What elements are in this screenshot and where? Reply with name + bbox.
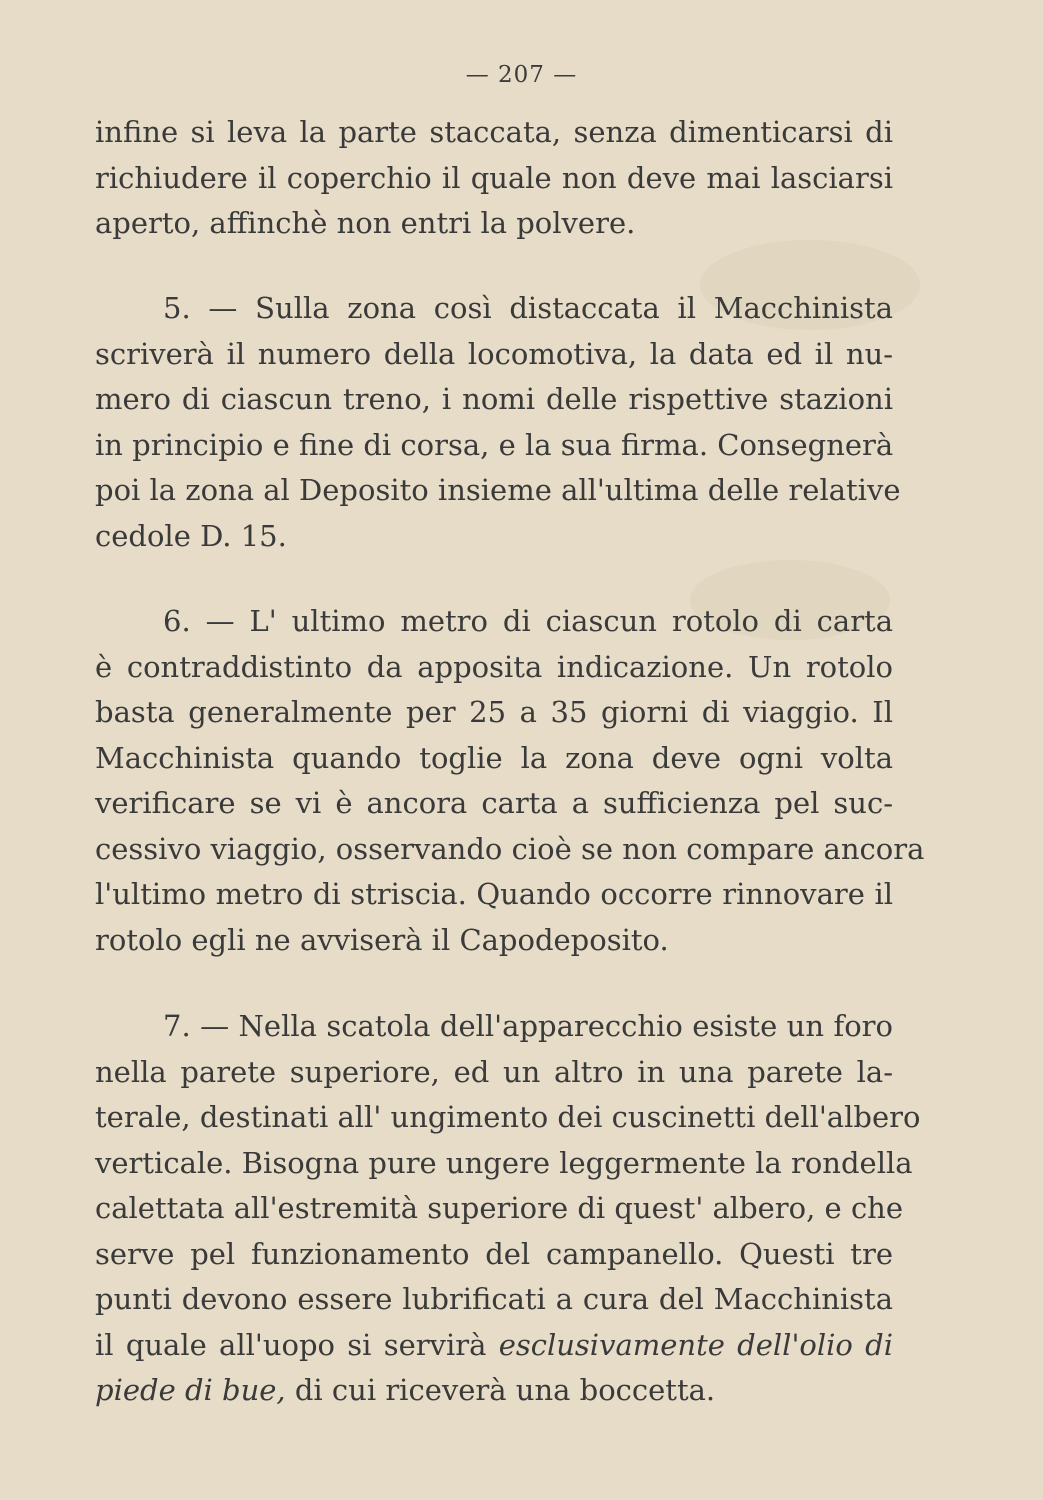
text-line: infine si leva la parte staccata, senza dimenticarsi di [95, 115, 893, 149]
italic-text: piede di bue, [95, 1373, 286, 1407]
text-line: verificare se vi è ancora carta a sufficienza pel suc- [95, 786, 893, 820]
text-line: 6. — L' ultimo metro di ciascun rotolo di carta [163, 604, 893, 638]
paragraph-7 [95, 1004, 921, 1414]
text-line-mixed [95, 1323, 893, 1369]
page-number: — 207 — [465, 62, 578, 88]
text-line: terale, destinati all' ungimento dei cuscinetti dell'albero [95, 1100, 921, 1134]
text-line: l'ultimo metro di striscia. Quando occorre rinnovare il [95, 877, 893, 911]
text-line: 5. — Sulla zona così distaccata il Macchinista [163, 291, 893, 325]
text-line: serve pel funzionamento del campanello. Questi tre [95, 1236, 893, 1271]
text-line: verticale. Bisogna pure ungere leggermente la rondella [95, 1145, 913, 1180]
text-line: 7. — Nella scatola dell'apparecchio esiste un foro [163, 1009, 893, 1043]
text-line: mero di ciascun treno, i nomi delle rispettive stazioni [95, 382, 893, 416]
text-line: poi la zona al Deposito insieme all'ultima delle relative [95, 473, 901, 507]
text-line: punti devono essere lubrificati a cura del Macchinista [95, 1282, 893, 1316]
text-line: rotolo egli ne avviserà il Capodeposito. [95, 922, 669, 957]
italic-text: esclusivamente dell'olio di [498, 1327, 893, 1362]
plain-text: di cui riceverà una boccetta. [294, 1373, 716, 1407]
text-line: cedole D. 15. [95, 518, 287, 553]
text-line: Macchinista quando toglie la zona deve ogni volta [95, 740, 893, 775]
text-line-mixed [95, 1368, 893, 1414]
text-line: in principio e fine di corsa, e la sua firma. Consegnerà [95, 427, 894, 462]
text-line: richiudere il coperchio il quale non deve mai lasciarsi [95, 160, 893, 195]
text-line: è contraddistinto da apposita indicazione. Un rotolo [95, 649, 893, 684]
paragraph-5 [95, 286, 901, 559]
text-line: cessivo viaggio, osservando cioè se non compare ancora [95, 831, 925, 866]
text-line: aperto, affinchè non entri la polvere. [95, 206, 636, 240]
text-line: basta generalmente per 25 a 35 giorni di viaggio. Il [95, 695, 893, 729]
text-line: calettata all'estremità superiore di quest' albero, e che [95, 1191, 904, 1225]
plain-text: il quale all'uopo si servirà [95, 1327, 487, 1362]
text-line: nella parete superiore, ed un altro in una parete la- [95, 1054, 893, 1089]
paragraph-continuation [95, 110, 893, 247]
paragraph-6 [95, 599, 925, 963]
text-line: scriverà il numero della locomotiva, la data ed il nu- [95, 336, 893, 371]
